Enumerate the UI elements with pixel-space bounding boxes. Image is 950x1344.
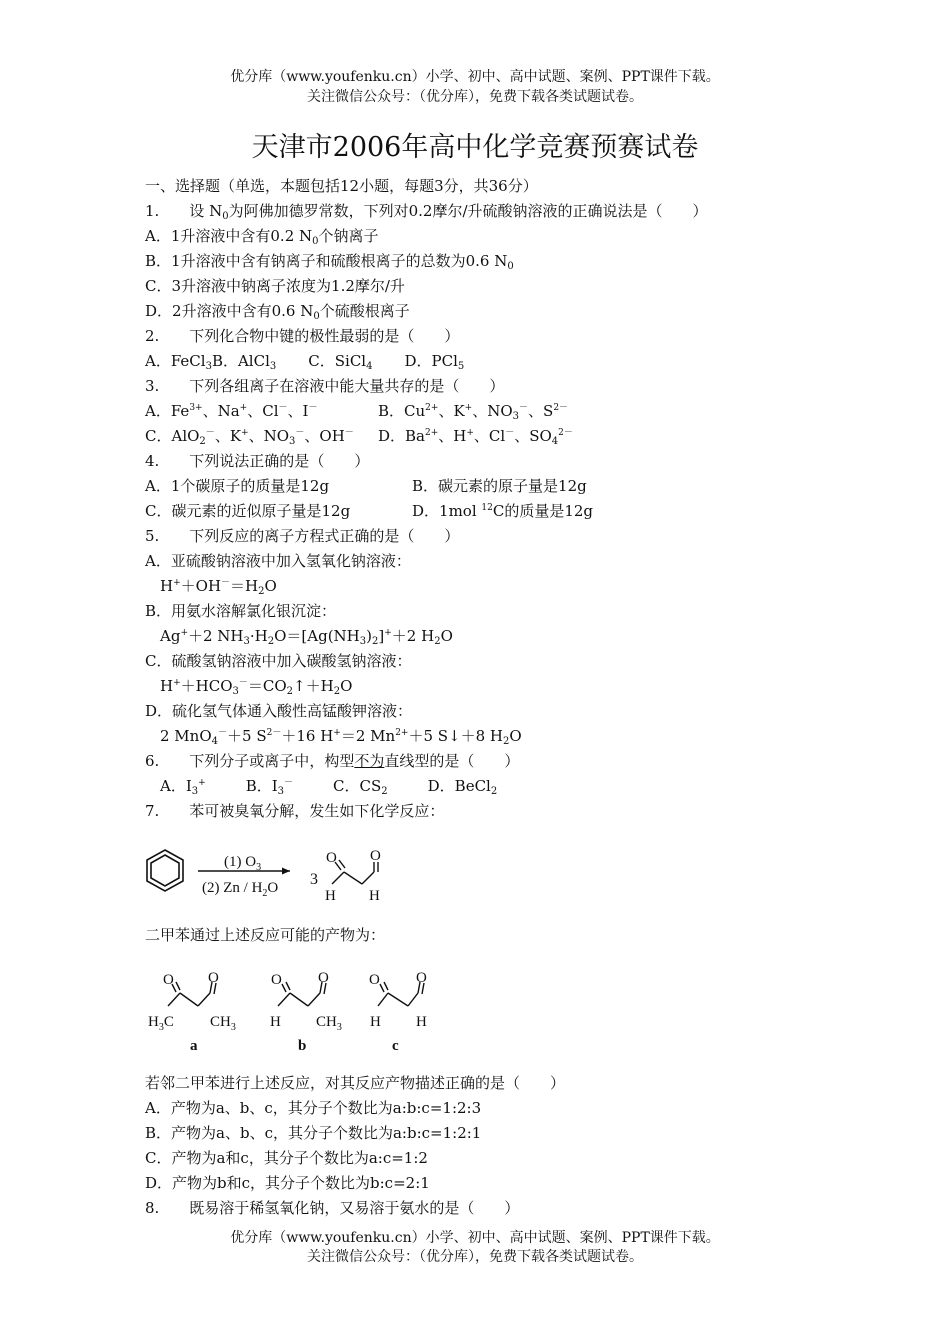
q1-option-b: B．1升溶液中含有钠离子和硫酸根离子的总数为0.6 $N_0$ [145,252,514,272]
label-b: b [298,1038,307,1054]
svg-text:O: O [318,970,329,986]
q7-option-d: D．产物为b和c，其分子个数比为b:c=2:1 [145,1174,430,1192]
question-7-stem: 7. 苯可被臭氧分解，发生如下化学反应： [145,802,445,820]
ozonolysis-reaction-scheme [140,838,400,908]
question-6-stem: 6. 下列分子或离子中，构型不为直线型的是（ ） [145,752,520,770]
q4-option-b: B．碳元素的原子量是12g [412,477,587,495]
svg-text:O: O [326,850,337,866]
q5-equation-d: 2 MnO$_4$－＋5 $S^{2-}+16$ H+＝2 $Mn^{2+}+5$ S↓＋8 $H_2O$ [160,727,522,747]
svg-text:H: H [369,888,380,904]
site-banner-line1: 优分库（www.youfenku.cn）小学、初中、高中试题、案例、PPT课件下载。 [230,69,720,85]
q3-option-d: D．$Ba^{2+}$、H+、Cl－、$SO_4^{2-}$ [378,427,573,447]
label-c: c [392,1038,399,1054]
q4-option-c: C．碳元素的近似原子量是12g [145,502,351,520]
svg-text:H3C: $H_3C$ [148,1014,174,1033]
svg-text:CH3: $CH_3$ [316,1014,342,1033]
q7-products-intro: 二甲苯通过上述反应可能的产物为： [145,926,386,944]
svg-text:O: O [370,848,381,864]
condition-1: (1) $O_3$ [224,854,262,873]
q5-equation-a: $H^++OH^-=H_2O$ [160,577,277,597]
svg-text:H: H [270,1014,281,1030]
svg-text:O: O [416,970,427,986]
q5-option-c: C．硫酸氢钠溶液中加入碳酸氢钠溶液： [145,652,412,670]
q7-option-a: A．产物为a、b、c，其分子个数比为a:b:c=1:2:3 [145,1099,482,1117]
q2-options: A．FeCl$_3$B．AlCl$_3$ C．SiCl$_4$ D．PCl$_5$ [145,352,465,372]
q3-option-b: B．$Cu^{2+}$、K+、$NO_3^-$、$S^{2-}$ [378,402,569,422]
section-heading: 一、选择题（单选，本题包括12小题，每题3分，共36分） [145,177,538,195]
svg-text:H: H [416,1014,427,1030]
question-3-stem: 3. 下列各组离子在溶液中能大量共存的是（ ） [145,377,505,395]
svg-text:O: O [163,972,174,988]
q3-option-a: A．$Fe^{3+}$、Na+、Cl－、I－ [145,402,318,420]
svg-text:H: H [325,888,336,904]
stoich-coefficient: 3 [310,871,318,888]
q5-equation-b: Ag+＋2 $NH_3\cdot H_2O=[Ag(NH_3)_2]^++2$ $H_2O$ [160,627,453,647]
page-title: 天津市2006年高中化学竞赛预赛试卷 [251,132,699,163]
svg-text:O: O [271,972,282,988]
condition-2: (2) Zn / $H_2O$ [202,880,279,899]
question-2-stem: 2. 下列化合物中键的极性最弱的是（ ） [145,327,460,345]
site-banner-line2: 关注微信公众号：（优分库），免费下载各类试题试卷。 [307,89,643,105]
q7-option-c: C．产物为a和c，其分子个数比为a:c=1:2 [145,1149,428,1167]
q1-option-c: C．3升溶液中钠离子浓度为1.2摩尔/升 [145,277,405,295]
q5-equation-c: $H^++HCO_3^-=CO_2↑+H_2O$ [160,677,353,697]
label-a: a [190,1038,198,1054]
question-8-stem: 8. 既易溶于稀氢氧化钠，又易溶于氨水的是（ ） [145,1199,520,1217]
q4-option-a: A．1个碳原子的质量是12g [145,477,330,495]
svg-text:O: O [369,972,380,988]
q5-option-a: A．亚硫酸钠溶液中加入氢氧化钠溶液： [145,552,411,570]
q3-option-c: C．AlO$_2$－、K+、$NO_3^-$、OH－ [145,427,354,447]
svg-text:H: H [370,1014,381,1030]
question-5-stem: 5. 下列反应的离子方程式正确的是（ ） [145,527,460,545]
site-footer-line1: 优分库（www.youfenku.cn）小学、初中、高中试题、案例、PPT课件下载。 [230,1230,720,1246]
q5-option-b: B．用氨水溶解氯化银沉淀： [145,602,337,620]
svg-text:CH3: $CH_3$ [210,1014,236,1033]
q7-option-b: B．产物为a、b、c，其分子个数比为a:b:c=1:2:1 [145,1124,482,1142]
dicarbonyl-products-figure [140,968,440,1058]
benzene-ring-icon [147,850,183,891]
question-4-stem: 4. 下列说法正确的是（ ） [145,452,370,470]
question-1-stem: 1. 设 $N_0$为阿佛加德罗常数，下列对0.2摩尔/升硫酸钠溶液的正确说法是（ ） [145,202,708,222]
q7-question: 若邻二甲苯进行上述反应，对其反应产物描述正确的是（ ） [145,1074,566,1092]
svg-text:O: O [208,970,219,986]
q6-options: A．$I_3^+$ B．$I_3^-$ C．$CS_2$ D．BeCl$_2$ [160,777,498,797]
q5-option-d: D．硫化氢气体通入酸性高锰酸钾溶液： [145,702,413,720]
q1-option-d: D．2升溶液中含有0.6 $N_0$个硫酸根离子 [145,302,410,322]
site-footer-line2: 关注微信公众号：（优分库），免费下载各类试题试卷。 [307,1249,643,1265]
q1-option-a: A．1升溶液中含有0.2 $N_0$个钠离子 [145,227,379,247]
q4-option-d: D．1mol $^{12}$C的质量是12g [412,502,594,520]
